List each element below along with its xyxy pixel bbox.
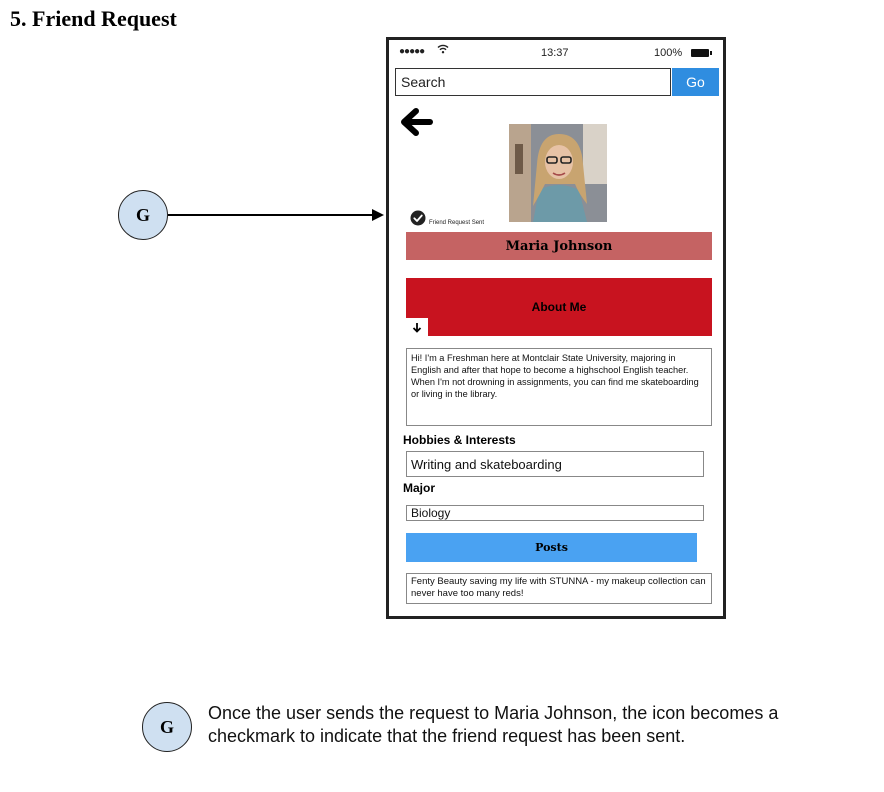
profile-photo [509, 124, 607, 222]
arrow-down-icon[interactable] [406, 318, 428, 336]
hobbies-label: Hobbies & Interests [403, 433, 516, 447]
go-button[interactable]: Go [672, 68, 719, 96]
about-me-header[interactable] [406, 278, 712, 336]
profile-name-bar [406, 232, 712, 260]
search-input[interactable] [395, 68, 671, 96]
posts-button[interactable]: Posts [406, 533, 697, 562]
signal-icon: ●●●●● [399, 46, 425, 57]
battery-percent: 100% [654, 47, 683, 59]
wifi-icon [437, 44, 449, 57]
major-label: Major [403, 481, 436, 495]
about-me-title: About Me [531, 300, 587, 314]
annotation-note: Once the user sends the request to Maria Johnson, the icon becomes a checkmark to indicate that the friend request has been sent. [208, 703, 779, 746]
annotation-arrow-line [168, 214, 374, 216]
profile-name: Maria Johnson [505, 238, 613, 254]
battery-icon [691, 49, 709, 57]
status-bar [389, 40, 723, 66]
phone-mockup [386, 37, 726, 619]
friend-request-sent-label: Friend Request Sent [429, 220, 485, 226]
page-heading: 5. Friend Request [10, 6, 177, 31]
annotation-marker-g: G [118, 190, 168, 240]
status-time: 13:37 [541, 47, 569, 59]
annotation-marker-g-legend: G [142, 702, 192, 752]
back-arrow-icon[interactable] [399, 106, 433, 138]
checkmark-icon[interactable] [410, 210, 426, 226]
bio-text: Hi! I'm a Freshman here at Montclair State University, majoring in English and after that hope to become a highschool English teacher. When I'm not drowning in assignments, you can find me skateboarding or living in the library. [406, 348, 712, 426]
hobbies-field[interactable]: Writing and skateboarding [406, 451, 704, 477]
major-field[interactable]: Biology [406, 505, 704, 521]
annotation-arrow-head [372, 209, 384, 221]
latest-post: Fenty Beauty saving my life with STUNNA - my makeup collection can never have too many reds! [406, 573, 712, 604]
